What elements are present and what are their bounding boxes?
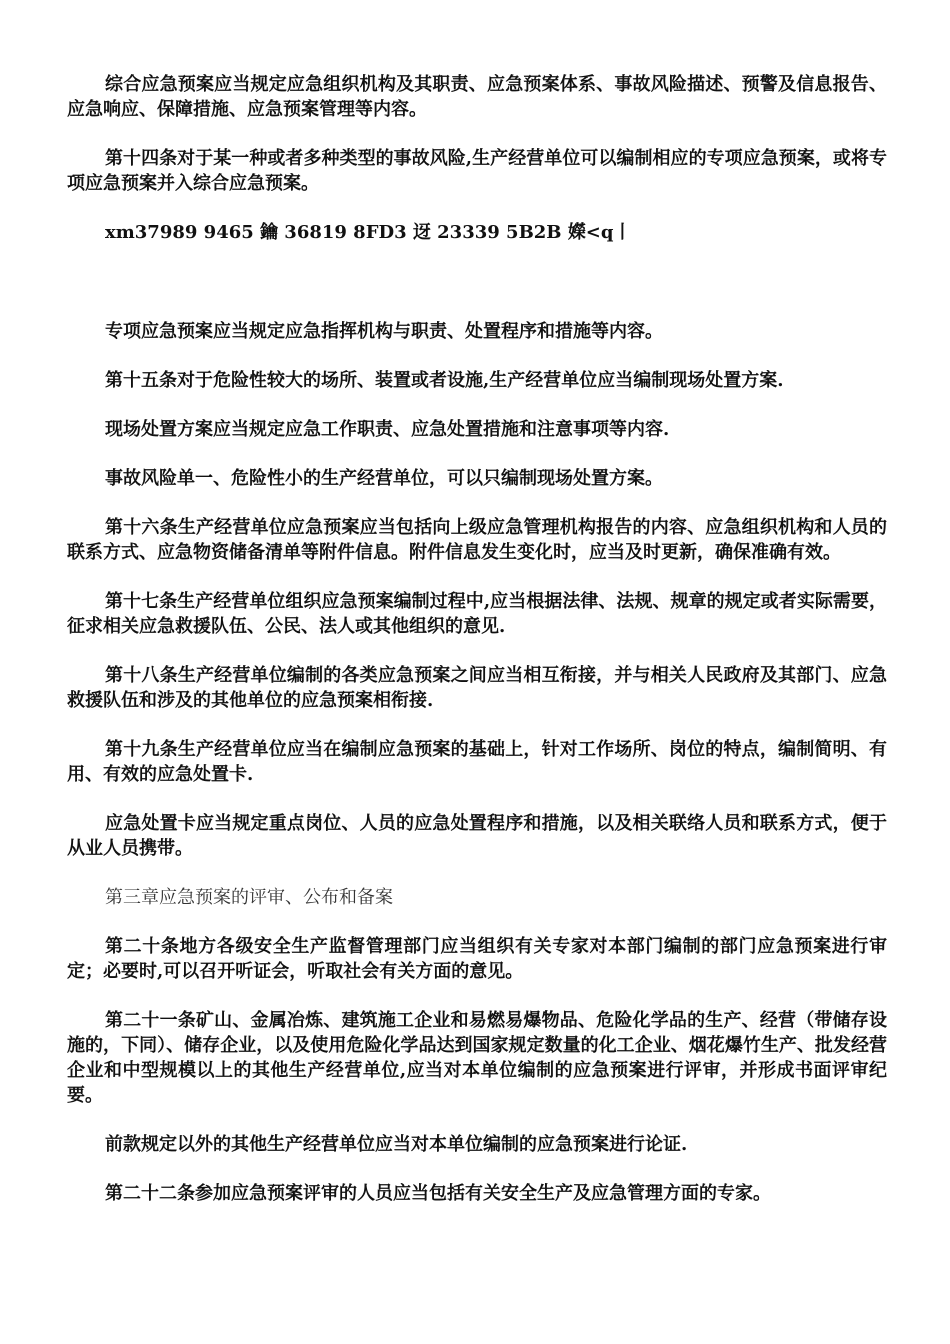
- paragraph-garbled-text: xm37989 9465 鑰 36819 8FD3 迓 23339 5B2B 嬫<q丨: [105, 222, 632, 243]
- paragraph-article-16: 第十六条生产经营单位应急预案应当包括向上级应急管理机构报告的内容、应急组织机构和人员的联系方式、应急物资储备清单等附件信息。附件信息发生变化时，应当及时更新，确保准确有效。: [67, 517, 887, 563]
- paragraph-special-plan: 专项应急预案应当规定应急指挥机构与职责、处置程序和措施等内容。: [105, 321, 663, 342]
- paragraph-single-risk: 事故风险单一、危险性小的生产经营单位，可以只编制现场处置方案。: [105, 468, 663, 489]
- chapter-3-heading: 第三章应急预案的评审、公布和备案: [105, 887, 393, 908]
- paragraph-article-19: 第十九条生产经营单位应当在编制应急预案的基础上，针对工作场所、岗位的特点，编制简明、有用、有效的应急处置卡.: [67, 739, 887, 785]
- paragraph-article-21: 第二十一条矿山、金属冶炼、建筑施工企业和易燃易爆物品、危险化学品的生产、经营（带储存设施的，下同）、储存企业，以及使用危险化学品达到国家规定数量的化工企业、烟花爆竹生产、批发经营企业和中型规模以上的其他生产经营单位,应当对本单位编制的应急预案进行评审，并形成书面评审纪要。: [67, 1010, 887, 1106]
- paragraph-emergency-card: 应急处置卡应当规定重点岗位、人员的应急处置程序和措施，以及相关联络人员和联系方式，便于从业人员携带。: [67, 813, 887, 859]
- paragraph-article-20: 第二十条地方各级安全生产监督管理部门应当组织有关专家对本部门编制的部门应急预案进行审定；必要时,可以召开听证会，听取社会有关方面的意见。: [67, 936, 887, 982]
- paragraph-article-14: 第十四条对于某一种或者多种类型的事故风险,生产经营单位可以编制相应的专项应急预案，或将专项应急预案并入综合应急预案。: [67, 148, 887, 194]
- paragraph-article-15: 第十五条对于危险性较大的场所、装置或者设施,生产经营单位应当编制现场处置方案.: [105, 370, 784, 391]
- paragraph-article-18: 第十八条生产经营单位编制的各类应急预案之间应当相互衔接，并与相关人民政府及其部门、应急救援队伍和涉及的其他单位的应急预案相衔接.: [67, 665, 887, 711]
- paragraph-article-22: 第二十二条参加应急预案评审的人员应当包括有关安全生产及应急管理方面的专家。: [105, 1183, 771, 1204]
- document-page: [67, 72, 887, 1206]
- paragraph-comprehensive-plan: 综合应急预案应当规定应急组织机构及其职责、应急预案体系、事故风险描述、预警及信息报告、应急响应、保障措施、应急预案管理等内容。: [67, 74, 887, 120]
- paragraph-onsite-plan: 现场处置方案应当规定应急工作职责、应急处置措施和注意事项等内容.: [105, 419, 670, 440]
- paragraph-article-17: 第十七条生产经营单位组织应急预案编制过程中,应当根据法律、法规、规章的规定或者实际需要，征求相关应急救援队伍、公民、法人或其他组织的意见.: [67, 591, 887, 637]
- paragraph-other-units: 前款规定以外的其他生产经营单位应当对本单位编制的应急预案进行论证.: [105, 1134, 688, 1155]
